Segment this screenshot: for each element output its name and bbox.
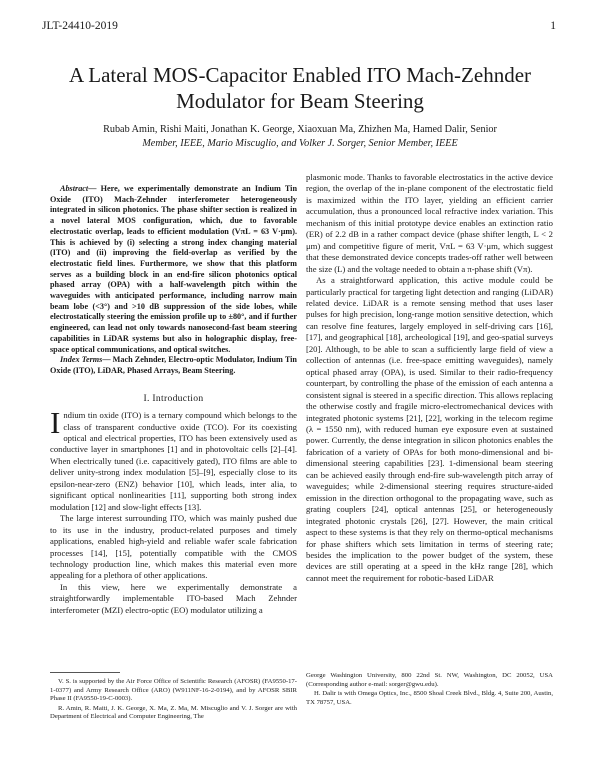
right-column xyxy=(306,172,553,584)
drop-cap: I xyxy=(50,405,61,441)
author-line-1: Rubab Amin, Rishi Maiti, Jonathan K. George, Xiaoxuan Ma, Zhizhen Ma, Hamed Dalir, Senior xyxy=(103,124,497,135)
left-column xyxy=(50,184,297,616)
author-line-2: Member, IEEE, Mario Miscuglio, and Volker J. Sorger, Senior Member, IEEE xyxy=(142,138,458,149)
intro-paragraph-1 xyxy=(50,405,297,513)
footnote-affiliation-cont: George Washington University, 800 22nd St. NW, Washington, DC 20052, USA (Corresponding author e-mail: sorger@gwu.edu). xyxy=(306,672,553,688)
intro-paragraph-1-text: ndium tin oxide (ITO) is a ternary compound which belongs to the class of transparent conductive oxide (TCO). For its coexisting optical and electrical properties, ITO has been extensively used as conductive layer in smartphones [1] and in photovoltaic cells [2]–[4]. When electrically tuned (i.e. capacitively gated), ITO films are able to deliver unity-strong index modulation [5]–[9], especially close to its epsilon-near-zero (ENZ) behavior [10], which leads, inter alia, to significant optical nonlinearities [11], supporting both strong index modulation [12] and slow-light effects [13]. xyxy=(50,410,297,512)
intro-paragraph-2: The large interest surrounding ITO, which was mainly pushed due to its use in the industry, product-related purposes and timely applications, enabled high-yield and reliable wafer scale fabrication processes [14], [15], potentially compatible with the CMOS technology production line, which makes this material even more appealing for a plethora of other applications. xyxy=(50,513,297,581)
footnote-affiliation: R. Amin, R. Maiti, J. K. George, X. Ma, Z. Ma, M. Miscuglio and V. J. Sorger are with Department of Electrical and Computer Engineering, The xyxy=(50,704,297,721)
footnotes-left xyxy=(50,678,297,723)
journal-id: JLT-24410-2019 xyxy=(42,20,118,32)
abstract-lead: Abstract xyxy=(60,184,89,193)
right-paragraph-1: plasmonic mode. Thanks to favorable electrostatics in the active device region, the overlap of the in-plane component of the electrostatic field is maximized within the ITO layer, yielding an efficient carrier accumulation, thus a pronounced local refractive index variation. This mechanism of this initial prototype device enables an extinction ratio (ER) of 2.2 dB in a rather compact device (phase shifter length, L < 2 μm) and competitive figure of merit, VπL = 63 V·μm, which suggest that these demonstrated device concepts trades-off rather well between the size (L) and the voltage needed to obtain a π-phase shift (Vπ). xyxy=(306,172,553,274)
author-list xyxy=(40,123,560,151)
footnotes-right xyxy=(306,672,553,708)
abstract-body: — Here, we experimentally demonstrate an Indium Tin Oxide (ITO) Mach-Zehnder interferometer heterogeneously integrated in silicon photonics. The phase shifter section is realized in a novel lateral MOS configuration, which, due to favorable electrostatic overlap, leads to efficient modulation (VπL = 63 V·μm). This is achieved by (i) selecting a strong index changing material (ITO) and (ii) improving the field-overlap as verified by the electrostatic field lines. Furthermore, we show that this platform serves as a building block in an end-fire silicon photonics optical phased array (OPA) with a half-wavelength pitch within the waveguides with anticipated performance, including narrow main beam lobe (<3°) and >10 dB suppression of the side lobes, while electrostatically steering the emission profile up to ±80°, and if further engineered, can lead not only towards nanosecond-fast beam steering capabilities in LiDAR systems but also in holographic display, free-space optical communications, and optical switches. xyxy=(50,184,297,354)
section-heading: I. Introduction xyxy=(143,392,204,404)
footnote-divider xyxy=(50,672,120,673)
abstract xyxy=(50,184,297,355)
footnote-funding: V. S. is supported by the Air Force Office of Scientific Research (AFOSR) (FA9550-17-1-0377) and Army Research Office (ARO) (W911NF-16-2-0194), and by AFOSR SBIR Phase II (FA9550-19-C-0003). xyxy=(50,678,297,703)
intro-paragraph-3: In this view, here we experimentally demonstrate a straightforwardly implementable ITO-based Mach Zehnder interferometer (MZI) electro-optic (EO) modulator utilizing a xyxy=(50,581,297,615)
page-number: 1 xyxy=(550,20,556,32)
paper-title: A Lateral MOS-Capacitor Enabled ITO Mach-Zehnder Modulator for Beam Steering xyxy=(68,63,532,113)
right-paragraph-2: As a straightforward application, this active module could be particularly practical for targeting light detection and ranging (LiDAR) related device. LiDAR is a remote sensing method that uses laser pulses for high precision, long-range motion sensitive detection, which can resolve fine features, largely employed in self-driving cars [16], [17], and geographical [18], archeological [19], and geo-spatial surveys [20]. Although, to be able to scan a sufficiently large field of view a collection of antennas (i.e. free-space emitting waveguides), namely optical phased array (OPA), is used. Similar to their radio-frequency counterpart, by controlling the phase of the emission of each antenna a consistent signal is steered in a specific direction. This allows replacing the otherwise costly and fragile micro-electromechanical devices with integrated photonic systems [21], [22], working in the telecom regime (λ = 1550 nm), with reduced human eye exposure even at sustained power. Currently, the dense integration in silicon photonics enables the fabrication of a variety of OPAs for both mono-dimensional and bi-dimensional steering capabilities [23]. 1-dimensional beam steering can be achieved easily through end-fire sub-wavelength pitch array of waveguides; while 2-dimensional steering requires structure-aided emission in the direction orthogonal to the propagating wave, such as grating couplers [24], optical antennas [25], or heterogeneously integrated photonic crystals [26], [27]. However, the main critical aspect to these systems is that they rely on thermo-optical mechanisms for phase shifters which sets limitation in terms of steering rate; besides the implication to the power budget of the system, these devices are still operating at a speed in the kHz range [28], which cannot meet the requirement for robotic-based LiDAR xyxy=(306,275,553,583)
index-terms-body: — Mach Zehnder, Electro-optic Modulator, Indium Tin Oxide (ITO), LiDAR, Phased Arrays, Beam Steering. xyxy=(50,355,297,375)
index-terms-lead: Index Terms xyxy=(60,355,103,365)
index-terms xyxy=(50,355,297,376)
footnote-dalir: H. Dalir is with Omega Optics, Inc., 8500 Shoal Creek Blvd., Bldg. 4, Suite 200, Austin, TX 78757, USA. xyxy=(306,690,553,706)
